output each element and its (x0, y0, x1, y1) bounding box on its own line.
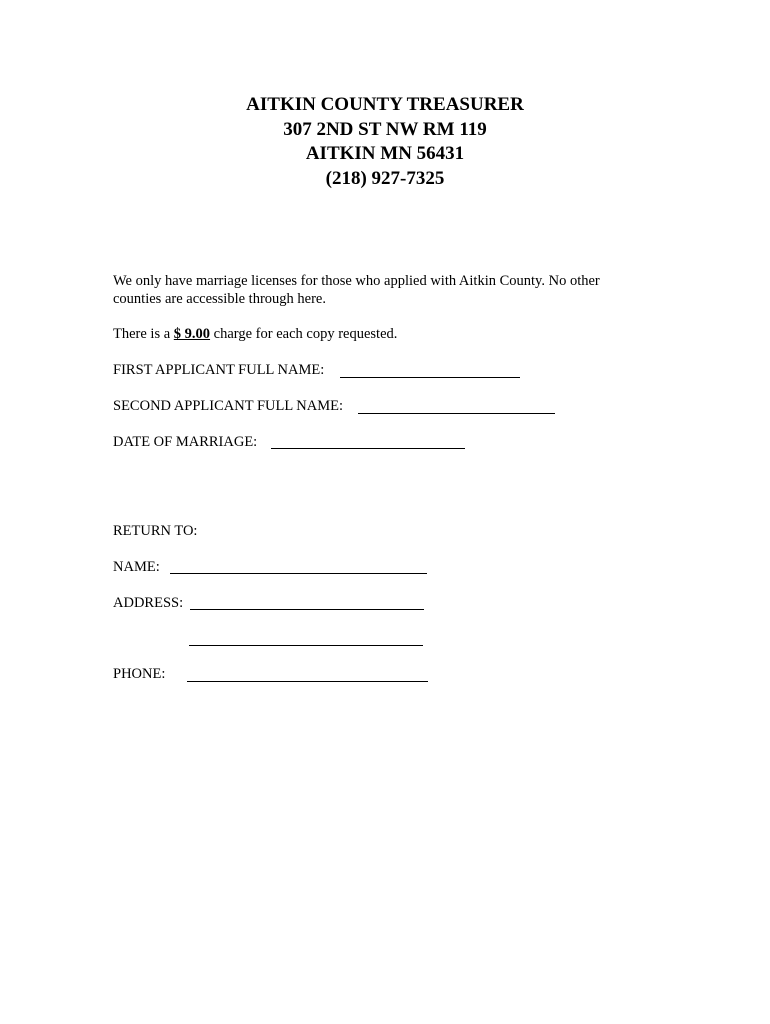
return-name-field[interactable] (170, 573, 427, 574)
charge-amount: $ 9.00 (173, 326, 211, 342)
second-applicant-label: SECOND APPLICANT FULL NAME: (113, 398, 344, 414)
return-phone-label: PHONE: (113, 666, 166, 682)
date-of-marriage-field[interactable] (271, 448, 465, 449)
street-address: 307 2ND ST NW RM 119 (283, 118, 487, 140)
return-name-label: NAME: (113, 559, 160, 575)
return-to-heading: RETURN TO: (113, 523, 198, 539)
treasurer-header (0, 93, 770, 191)
charge-suffix: charge for each copy requested. (210, 326, 398, 342)
first-applicant-field[interactable] (340, 377, 520, 378)
office-name: AITKIN COUNTY TREASURER (246, 94, 524, 115)
charge-prefix: There is a (113, 326, 174, 342)
return-address-field[interactable] (190, 609, 424, 610)
charge-notice (113, 325, 397, 343)
return-phone-field[interactable] (187, 681, 428, 682)
date-of-marriage-label: DATE OF MARRIAGE: (113, 434, 258, 450)
return-address-field-line-2[interactable] (189, 645, 423, 646)
first-applicant-label: FIRST APPLICANT FULL NAME: (113, 362, 325, 378)
notice-line-2: counties are accessible through here. (113, 291, 326, 307)
phone-number: (218) 927-7325 (325, 167, 445, 189)
second-applicant-field[interactable] (358, 413, 555, 414)
notice-line-1: We only have marriage licenses for those who applied with Aitkin County. No other (113, 273, 600, 289)
return-address-label: ADDRESS: (113, 595, 184, 611)
city-state-zip: AITKIN MN 56431 (305, 143, 465, 164)
